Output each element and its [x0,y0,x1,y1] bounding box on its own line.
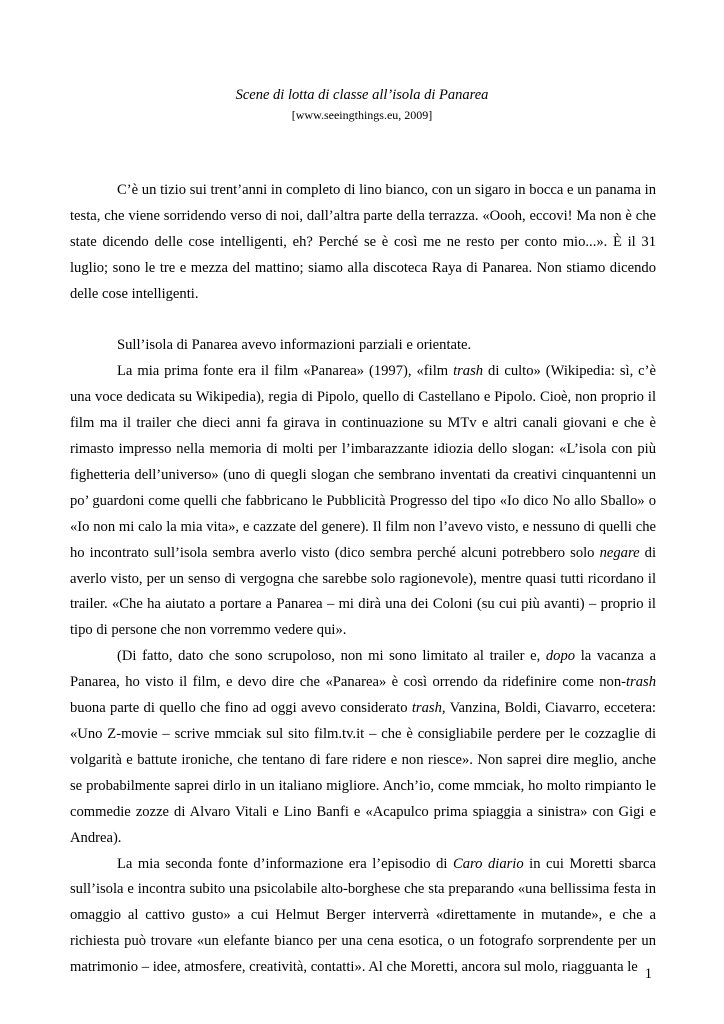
text-run: La mia prima fonte era il film «Panarea» (1997), «film [117,363,454,380]
text-run: (Di fatto, dato che sono scrupoloso, non mi sono limitato al trailer e, [117,648,546,665]
italic-text: trash [453,363,484,380]
text-run: La mia seconda fonte d’informazione era l’episodio di [117,855,453,872]
text-run: buona parte di quello che fino ad oggi avevo considerato [70,700,412,717]
italic-text: dopo [545,648,576,665]
paragraph [70,644,656,851]
paragraph [70,178,656,308]
text-run: Sull’isola di Panarea avevo informazioni parziali e orientate. [117,337,472,354]
italic-text: trash [411,700,442,717]
text-run: la vacanza a Panarea, ho visto il film, e devo dire che «Panarea» è così orrendo da ridefinire come non- [70,648,656,691]
document-body [70,178,656,981]
document-title: Scene di lotta di classe all’isola di Panarea [235,87,489,103]
paragraph [70,333,656,359]
page-number: 1 [644,966,652,982]
text-run: in cui Moretti sbarca sull’isola e incontra subito una psicolabile alto-borghese che sta preparando «una bellissima festa in omaggio al cattivo gusto» a cui Helmut Berger interverrà «direttamente in mutande», e che a richiesta può trovare «un elefante bianco per una cena esotica, o un fotografo sorprendente per un matrimonio – idee, atmosfere, creatività, contatti». Al che Moretti, ancora sul molo, riagguanta le [70,855,656,976]
paragraph [70,852,656,982]
paragraph [70,359,656,644]
italic-text: negare [599,544,640,561]
text-run: , Vanzina, Boldi, Ciavarro, eccetera: «Uno Z-movie – scrive mmciak sul sito film.tv.it – che è consigliabile perdere per le cozzaglie di volgarità e battute ironiche, che tentano di fare ridere e non riesce». Non saprei dire meglio, anche se probabilmente saprei dirlo in un italiano migliore. Anch’io, come mmciak, ho molto rimpianto le commedie zozze di Alvaro Vitali e Lino Banfi e «Acapulco prima spiaggia a sinistra» con Gigi e Andrea). [70,700,656,846]
document-source: [www.seeingthings.eu, 2009] [291,108,433,122]
text-run: di averlo visto, per un senso di vergogna che sarebbe solo ragionevole), mentre quasi tutti ricordano il trailer. «Che ha aiutato a portare a Panarea – mi dirà una dei Coloni (su cui più avanti) – proprio il tipo di persone che non vorremmo vedere qui». [70,544,657,639]
italic-text: Caro diario [452,855,524,872]
text-run: C’è un tizio sui trent’anni in completo di lino bianco, con un sigaro in bocca e un panama in testa, che viene sorridendo verso di noi, dall’altra parte della terrazza. «Oooh, eccovi! Ma non è che state dicendo delle cose intelligenti, eh? Perché se è così me ne resto per conto mio...». È il 31 luglio; sono le tre e mezza del mattino; siamo alla discoteca Raya di Panarea. Non stiamo dicendo delle cose intelligenti. [70,182,656,302]
italic-text: trash [625,674,656,691]
text-run: di culto» (Wikipedia: sì, c’è una voce dedicata su Wikipedia), regia di Pipolo, quello di Castellano e Pipolo. Cioè, non proprio il film ma il trailer che dieci anni fa girava in continuazione su MTv e altri canali giovani e che è rimasto impresso nella memoria di molti per l’imbarazzante idiozia dello slogan: «L’isola con più fighetteria dell’universo» (uno di quegli slogan che sembrano inventati da creativi cinquantenni un po’ guardoni come quelli che fabbricano le Pubblicità Progresso del tipo «Io dico No allo Sballo» o «Io non mi calo la mia vita», e cazzate del genere). Il film non l’avevo visto, e nessuno di quelli che ho incontrato sull’isola sembra averlo visto (dico sembra perché alcuni potrebbero solo [70,363,656,561]
